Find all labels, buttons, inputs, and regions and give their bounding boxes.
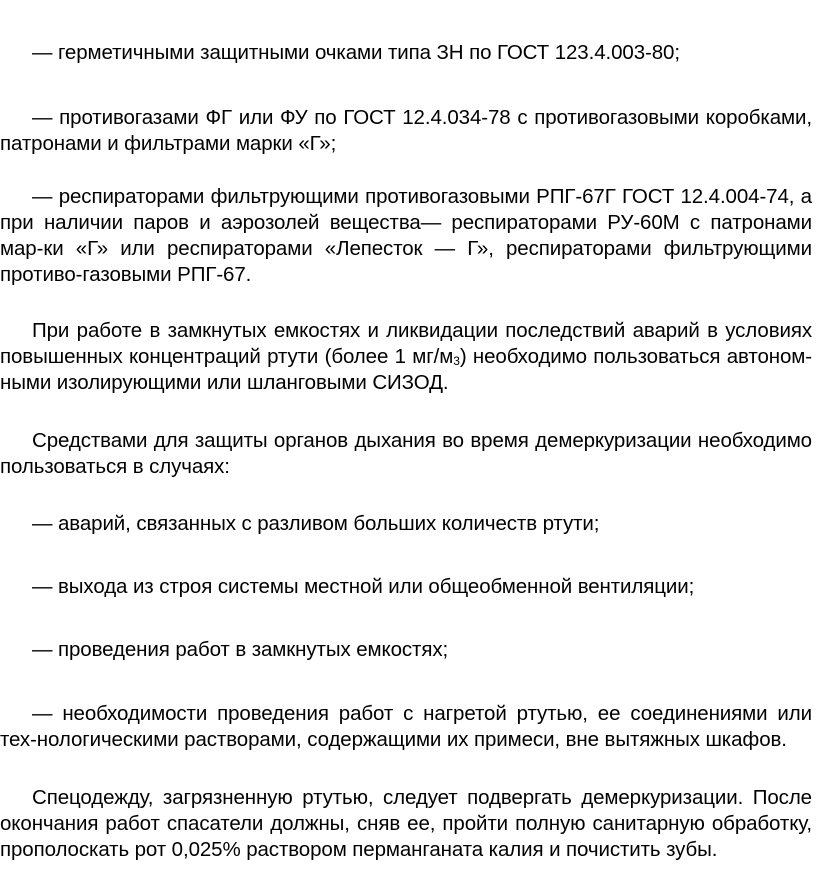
paragraph-enclosed-tanks	[0, 318, 812, 396]
paragraph-gas-masks: — противогазами ФГ или ФУ по ГОСТ 12.4.034-78 с противогазовыми коробками, патронами и фильтрами марки «Г»;	[0, 106, 812, 155]
paragraph-goggles: — герметичными защитными очками типа ЗН по ГОСТ 123.4.003-80;	[32, 41, 680, 64]
paragraph-workwear: Спецодежду, загрязненную ртутью, следует подвергать демеркуризации. После окончания работ спасатели должны, сняв ее, пройти полную санитарную обработку, прополоскать рот 0,025% раствором перманганата калия и почистить зубы.	[0, 786, 812, 861]
paragraph-case-heated-mercury: — необходимости проведения работ с нагретой ртутью, ее соединениями или тех-нологическими растворами, содержащими их примеси, вне вытяжных шкафов.	[0, 702, 812, 751]
paragraph-enclosed-tanks-part2: ) необходимо пользоваться автоном-ными изолирующими или шланговыми СИЗОД.	[0, 345, 812, 394]
paragraph-case-accidents: — аварий, связанных с разливом больших количеств ртути;	[32, 512, 600, 535]
paragraph-respiratory-protection: Средствами для защиты органов дыхания во время демеркуризации необходимо пользоваться в случаях:	[0, 429, 812, 478]
paragraph-enclosed-tanks-part1: При работе в замкнутых емкостях и ликвидации последствий аварий в условиях повышенных концентраций ртути (более 1 мг/м	[0, 319, 812, 368]
paragraph-case-enclosed: — проведения работ в замкнутых емкостях;	[32, 638, 449, 661]
superscript-unit: 3	[453, 354, 460, 368]
paragraph-respirators: — респираторами фильтрующими противогазовыми РПГ-67Г ГОСТ 12.4.004-74, а при наличии паров и аэрозолей вещества— респираторами РУ-60М с патронами мар-ки «Г» или респираторами «Лепесток — Г», респираторами фильтрующими противо-газовыми РПГ-67.	[0, 185, 812, 286]
paragraph-case-ventilation: — выхода из строя системы местной или общеобменной вентиляции;	[32, 575, 695, 598]
